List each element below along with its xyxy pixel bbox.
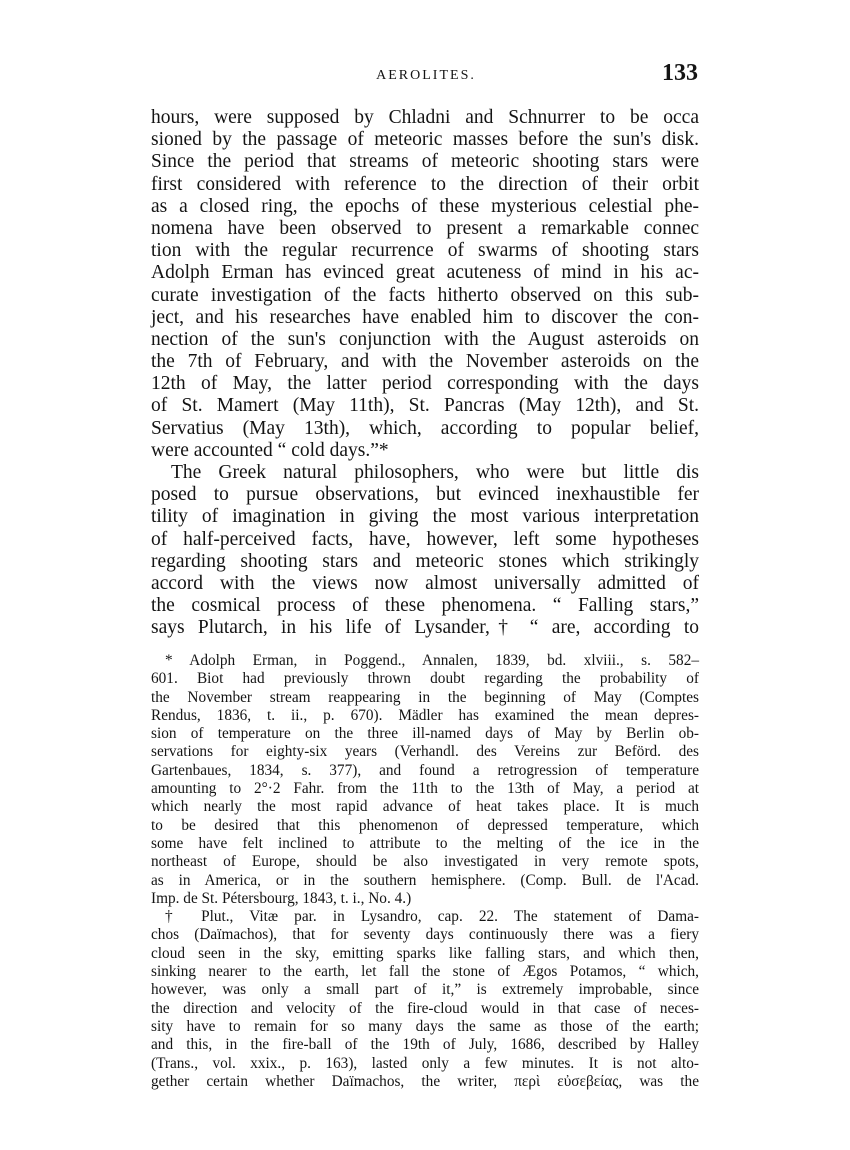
body-line: of half-perceived facts, have, however, left some hypotheses [151,528,699,550]
footnote-line: sion of temperature on the three ill-named days of May by Berlin ob- [151,725,699,743]
footnote-line: chos (Daïmachos), that for seventy days continuously there was a fiery [151,926,699,944]
footnotes [151,652,699,1091]
footnote-line: which nearly the most rapid advance of heat takes place. It is much [151,798,699,816]
body-line: Since the period that streams of meteoric shooting stars were [151,151,699,173]
body-line: tion with the regular recurrence of swarms of shooting stars [151,240,699,262]
body-line: Adolph Erman has evinced great acuteness of mind in his ac- [151,262,699,284]
footnote-line: Rendus, 1836, t. ii., p. 670). Mädler has examined the mean depres- [151,706,699,724]
body-line: the cosmical process of these phenomena. “ Falling stars,” [151,595,699,617]
body-line: were accounted “ cold days.”* [151,439,389,461]
body-line: nomena have been observed to present a remarkable connec [151,217,699,239]
body-line: nection of the sun's conjunction with the August asteroids on [151,328,699,350]
footnote-line: to be desired that this phenomenon of depressed temperature, which [151,816,699,834]
running-title: AEROLITES. [376,68,476,83]
running-head [148,60,704,100]
footnote-line: * Adolph Erman, in Poggend., Annalen, 1839, bd. xlviii., s. 582– [165,652,699,669]
body-line: tility of imagination in giving the most various interpretation [151,506,699,528]
body-line: first considered with reference to the direction of their orbit [151,173,699,195]
footnote-line: however, was only a small part of it,” is extremely improbable, since [151,981,699,999]
footnote-line: servations for eighty-six years (Verhandl. des Vereins zur Beförd. des [151,743,699,761]
body-line: as a closed ring, the epochs of these mysterious celestial phe- [151,195,699,217]
body-line: says Plutarch, in his life of Lysander,† “ are, according to [151,617,699,639]
footnote-line: cloud seen in the sky, emitting sparks like falling stars, and which then, [151,944,699,962]
page-number: 133 [662,60,698,86]
body-line: Servatius (May 13th), which, according to popular belief, [151,417,699,439]
footnote-line: Gartenbaues, 1834, s. 377), and found a retrogression of temperature [151,761,699,779]
footnote-line: the direction and velocity of the fire-cloud would in that case of neces- [151,999,699,1017]
body-line: ject, and his researches have enabled him to discover the con- [151,306,699,328]
body-line: posed to pursue observations, but evinced inexhaustible fer [151,484,699,506]
footnote-line: gether certain whether Daïmachos, the writer, περὶ εὐσεβείας, was the [151,1072,699,1090]
footnote-line: as in America, or in the southern hemisphere. (Comp. Bull. de l'Acad. [151,871,699,889]
footnote-line: Imp. de St. Pétersbourg, 1843, t. i., No. 4.) [151,889,412,907]
footnote-line: sity have to remain for so many days the same as those of the earth; [151,1017,699,1035]
body-line: regarding shooting stars and meteoric stones which strikingly [151,550,699,572]
footnote-line: † Plut., Vitæ par. in Lysandro, cap. 22. The statement of Dama- [165,908,699,926]
footnote-line: some have felt inclined to attribute to the melting of the ice in the [151,834,699,852]
body-line: the 7th of February, and with the November asteroids on the [151,351,699,373]
main-text [151,107,699,640]
footnote-line: the November stream reappearing in the beginning of May (Comptes [151,688,699,706]
body-line: 12th of May, the latter period corresponding with the days [151,373,699,395]
body-line: of St. Mamert (May 11th), St. Pancras (May 12th), and St. [151,395,699,417]
footnote-line: (Trans., vol. xxix., p. 163), lasted only a few minutes. It is not alto- [151,1054,699,1072]
footnote-line: and this, in the fire-ball of the 19th of July, 1686, described by Halley [151,1036,699,1054]
body-line: The Greek natural philosophers, who were but little dis [171,462,699,483]
footnote-line: sinking nearer to the earth, let fall the stone of Ægos Potamos, “ which, [151,963,699,981]
body-line: hours, were supposed by Chladni and Schnurrer to be occa [151,107,699,128]
body-line: sioned by the passage of meteoric masses before the sun's disk. [151,129,699,151]
body-line: accord with the views now almost universally admitted of [151,572,699,594]
footnote-line: northeast of Europe, should be also investigated in very remote spots, [151,853,699,871]
footnote-line: 601. Biot had previously thrown doubt regarding the probability of [151,670,699,688]
body-line: curate investigation of the facts hitherto observed on this sub- [151,284,699,306]
footnote-line: amounting to 2°·2 Fahr. from the 11th to the 13th of May, a period at [151,780,699,798]
